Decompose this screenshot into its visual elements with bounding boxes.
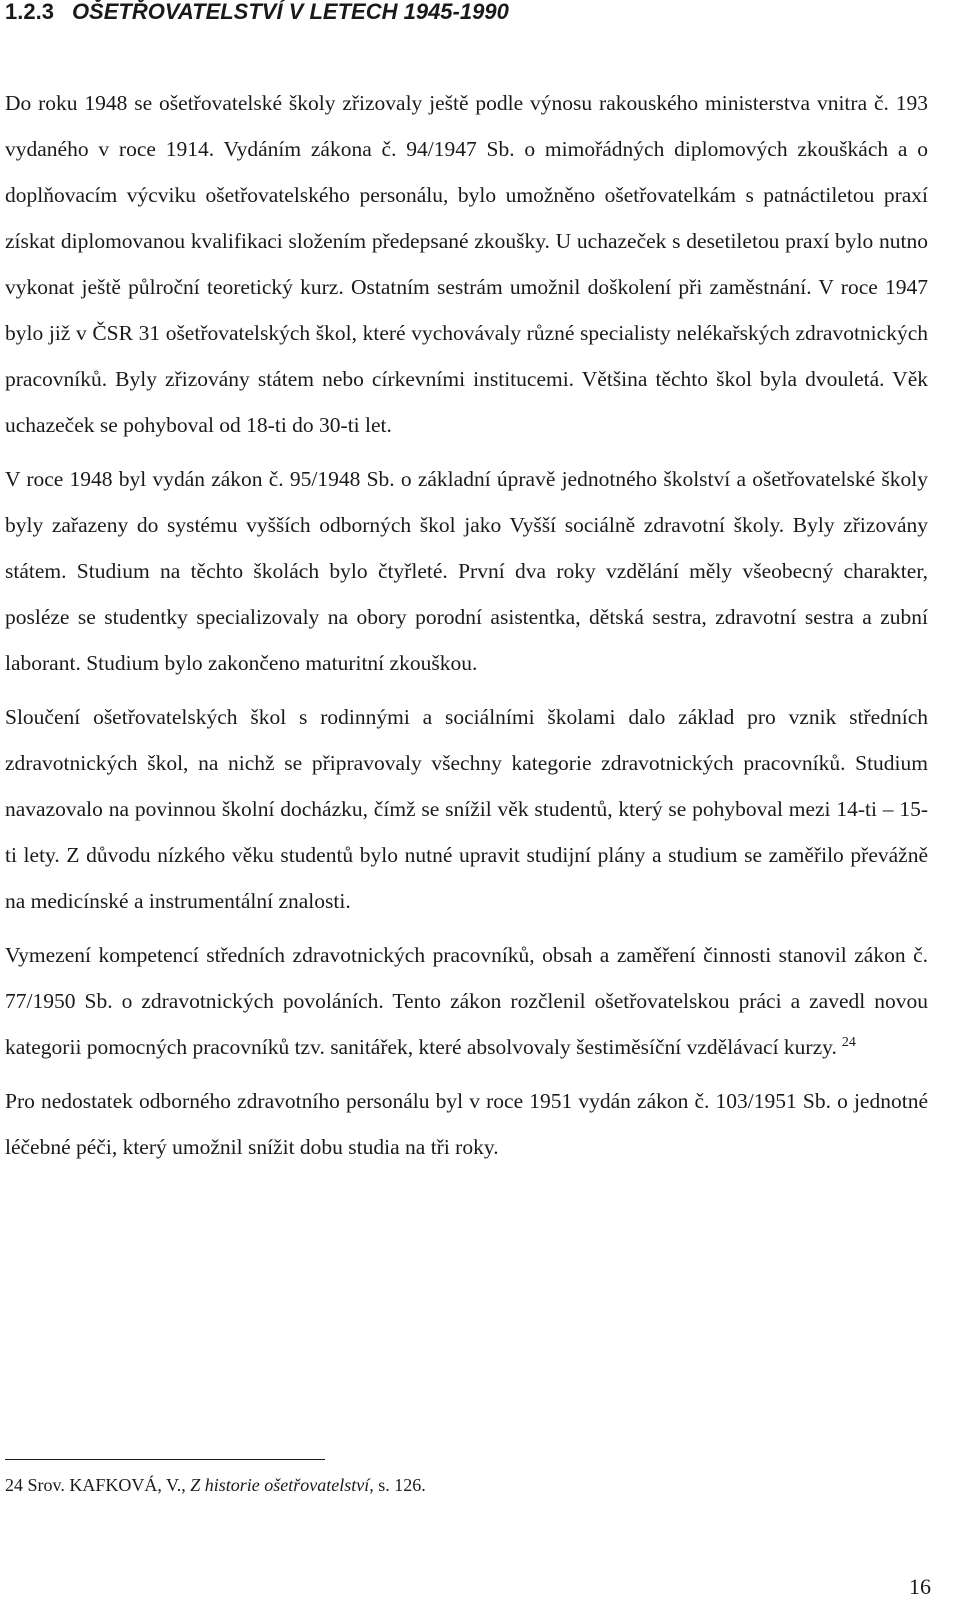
paragraph-5: Pro nedostatek odborného zdravotního personálu byl v roce 1951 vydán zákon č. 103/1951 Sb. o jednotné léčebné péči, který umožnil snížit dobu studia na tři roky. — [5, 1089, 928, 1159]
paragraph-4-text: Vymezení kompetencí středních zdravotnických pracovníků, obsah a zaměření činnosti stanovil zákon č. 77/1950 Sb. o zdravotnických povoláních. Tento zákon rozčlenil ošetřovatelskou práci a zavedl novou kategorii pomocných pracovníků tzv. sanitářek, které absolvovaly šestiměsíční vzdělávací kurzy. — [5, 943, 928, 1059]
footnote-suffix: s. 126. — [373, 1475, 426, 1495]
section-heading — [5, 0, 509, 26]
paragraph-1: Do roku 1948 se ošetřovatelské školy zřizovaly ještě podle výnosu rakouského ministerstva vnitra č. 193 vydaného v roce 1914. Vydáním zákona č. 94/1947 Sb. o mimořádných diplomových zkouškách a o doplňovacím výcviku ošetřovatelského personálu, bylo umožněno ošetřovatelkám s patnáctiletou praxí získat diplomovanou kvalifikaci složením předepsané zkoušky. U uchazeček s desetiletou praxí bylo nutno vykonat ještě půlroční teoretický kurz. Ostatním sestrám umožnil doškolení při zaměstnání. V roce 1947 bylo již v ČSR 31 ošetřovatelských škol, které vychovávaly různé specialisty nelékařských zdravotnických pracovníků. Byly zřizovány státem nebo církevními institucemi. Většina těchto škol byla dvouletá. Věk uchazeček se pohyboval od 18-ti do 30-ti let. — [5, 91, 928, 437]
footnote-prefix: 24 Srov. KAFKOVÁ, V., — [5, 1475, 191, 1495]
body-text — [5, 80, 928, 1170]
footnote-source-title: Z historie ošetřovatelství, — [190, 1475, 374, 1495]
paragraph-2: V roce 1948 byl vydán zákon č. 95/1948 Sb. o základní úpravě jednotného školství a ošetřovatelské školy byly zařazeny do systému vyšších odborných škol jako Vyšší sociálně zdravotní školy. Byly zřizovány státem. Studium na těchto školách bylo čtyřleté. První dva roky vzdělání měly všeobecný charakter, posléze se studentky specializovaly na obory porodní asistentka, dětská sestra, zdravotní sestra a zubní laborant. Studium bylo zakončeno maturitní zkouškou. — [5, 467, 928, 675]
section-title: OŠETŘOVATELSTVÍ V LETECH 1945-1990 — [71, 0, 509, 24]
paragraph-4 — [5, 932, 928, 1070]
section-number: 1.2.3 — [5, 0, 54, 24]
paragraph-3: Sloučení ošetřovatelských škol s rodinnými a sociálními školami dalo základ pro vznik středních zdravotnických škol, na nichž se připravovaly všechny kategorie zdravotnických pracovníků. Studium navazovalo na povinnou školní docházku, čímž se snížil věk studentů, který se pohyboval mezi 14-ti – 15-ti lety. Z důvodu nízkého věku studentů bylo nutné upravit studijní plány a studium se zaměřilo převážně na medicínské a instrumentální znalosti. — [5, 705, 928, 913]
footnote-separator — [5, 1459, 325, 1460]
footnote-reference[interactable]: 24 — [841, 1034, 856, 1050]
footnote — [5, 1472, 426, 1498]
page-number: 16 — [909, 1574, 931, 1599]
